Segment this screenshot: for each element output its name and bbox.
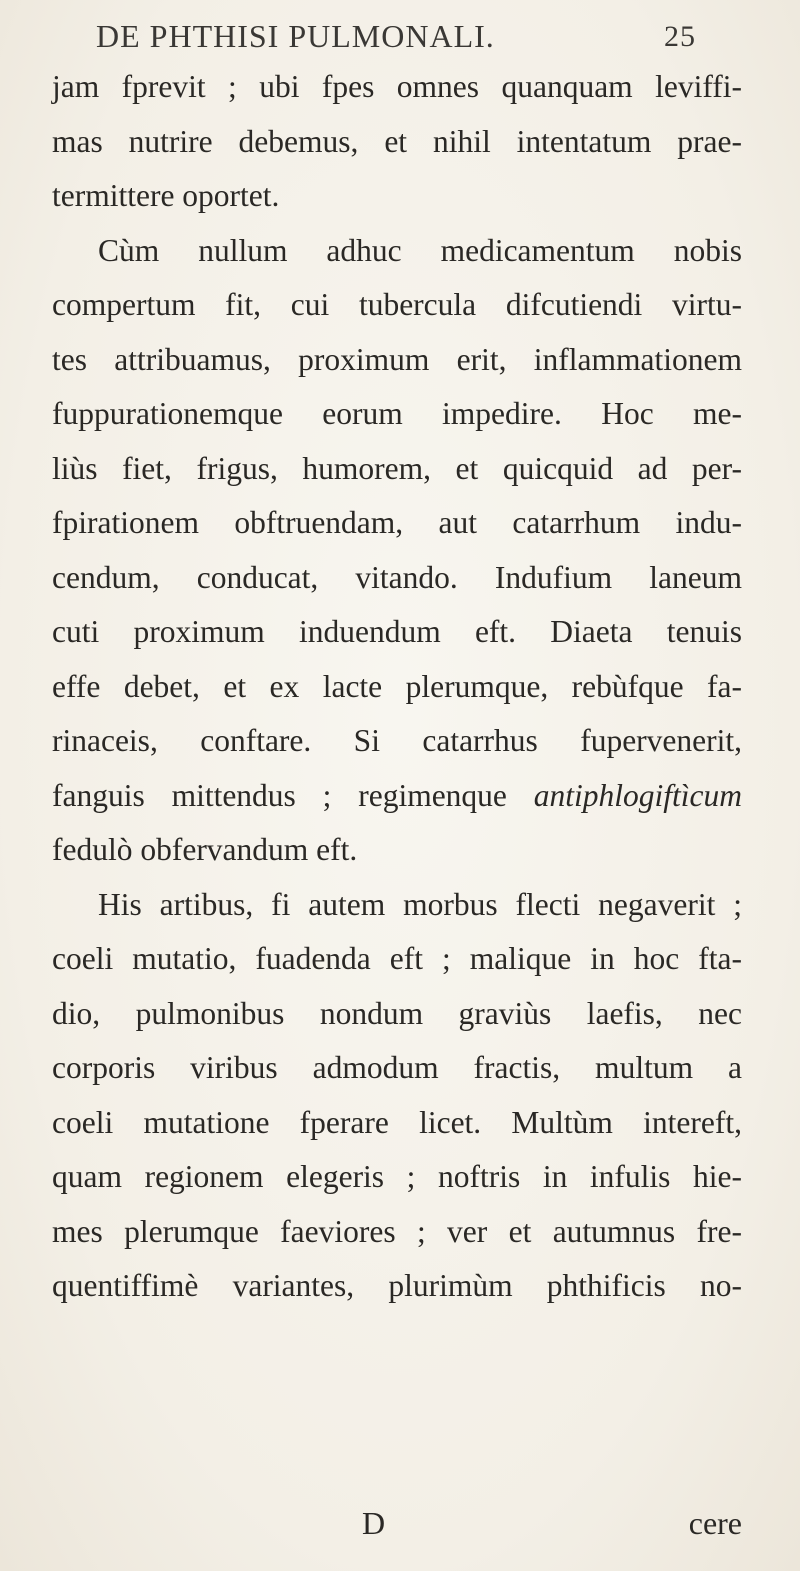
text-line: dio, pulmonibus nondum graviùs laefis, nec	[52, 995, 742, 1031]
signature-mark: D	[362, 1505, 386, 1541]
text-line: fpirationem obftruendam, aut catarrhum indu-	[52, 505, 742, 540]
text-line: rinaceis, conftare. Si catarrhus fupervenerit,	[52, 723, 742, 758]
page-number: 25	[664, 20, 696, 53]
text-line: fedulò obfervandum eft.	[52, 832, 358, 867]
text-line-with-italic	[52, 769, 742, 824]
text-line: compertum fit, cui tubercula difcutiendi virtu-	[52, 287, 742, 322]
text-line: corporis viribus admodum fractis, multum a	[52, 1050, 742, 1085]
text-line: tes attribuamus, proximum erit, inflammationem	[52, 341, 742, 377]
body-text	[52, 60, 742, 1314]
text-line: cuti proximum induendum eft. Diaeta tenuis	[52, 614, 742, 649]
text-line: quentiffimè variantes, plurimùm phthificis no-	[52, 1268, 742, 1303]
text-line: coeli mutatio, fuadenda eft ; malique in hoc fta-	[52, 941, 742, 976]
running-title: DE PHTHISI PULMONALI.	[96, 18, 495, 54]
text-line: cendum, conducat, vitando. Indufium laneum	[52, 559, 742, 595]
text-line: effe debet, et ex lacte plerumque, rebùfque fa-	[52, 668, 742, 704]
text-line: quam regionem elegeris ; noftris in infulis hie-	[52, 1159, 742, 1194]
text-line: fanguis mittendus ; regimenque	[52, 777, 507, 813]
text-line: termittere oportet.	[52, 178, 280, 213]
page-footer	[52, 1505, 742, 1555]
text-line: jam fprevit ; ubi fpes omnes quanquam leviffi-	[52, 69, 742, 104]
text-line: mes plerumque faeviores ; ver et autumnus fre-	[52, 1213, 742, 1249]
text-line: liùs fiet, frigus, humorem, et quicquid ad per-	[52, 450, 742, 486]
text-line: fuppurationemque eorum impedire. Hoc me-	[52, 396, 742, 431]
italic-term: antiphlogiftìcum	[533, 777, 743, 813]
catchword: cere	[688, 1505, 742, 1541]
text-line: coeli mutatione fperare licet. Multùm intereft,	[52, 1104, 742, 1140]
text-line: His artibus, fi autem morbus flecti negaverit ;	[98, 886, 742, 922]
text-line: Cùm nullum adhuc medicamentum nobis	[98, 232, 742, 268]
text-line: mas nutrire debemus, et nihil intentatum prae-	[52, 123, 742, 159]
